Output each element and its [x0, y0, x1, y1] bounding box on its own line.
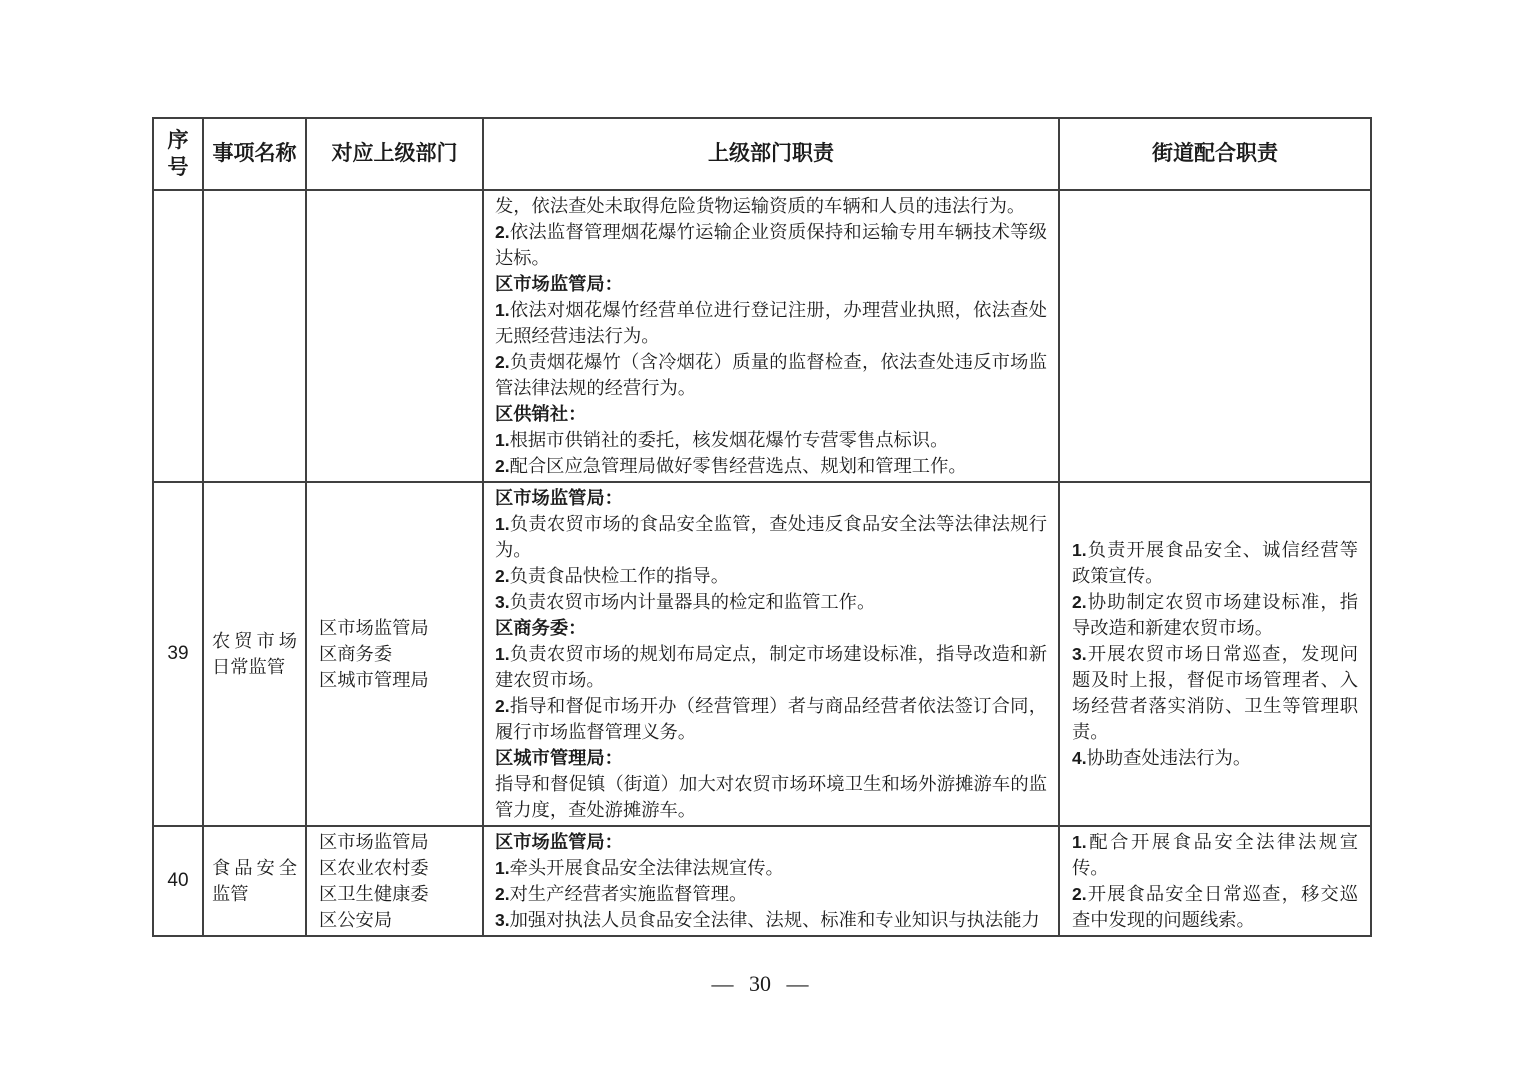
superior-duties-cell	[483, 482, 1059, 826]
duty-text: 3.负责农贸市场内计量器具的检定和监管工作。	[495, 592, 876, 612]
header-cell-street: 街道配合职责	[1059, 118, 1371, 190]
duty-heading: 区市场监管局：	[495, 274, 623, 294]
duty-text: 1.负责开展食品安全、诚信经营等政策宣传。	[1072, 540, 1358, 586]
department-line: 区卫生健康委	[319, 884, 429, 904]
row-number-cell: 39	[153, 482, 203, 826]
list-number: 1.	[495, 300, 510, 320]
list-number: 2.	[495, 222, 510, 242]
list-number: 3.	[495, 910, 510, 930]
list-number: 2.	[495, 456, 510, 476]
duty-heading: 区市场监管局：	[495, 488, 623, 508]
superior-duties-cell	[483, 190, 1059, 482]
table-header	[153, 118, 1371, 190]
department-line: 区市场监管局	[319, 832, 429, 852]
duty-text: 2.开展食品安全日常巡查，移交巡查中发现的问题线索。	[1072, 884, 1358, 930]
street-duties-cell	[1059, 826, 1371, 936]
duty-text: 1.牵头开展食品安全法律法规宣传。	[495, 858, 784, 878]
row-number-cell: 40	[153, 826, 203, 936]
street-duties-cell	[1059, 190, 1371, 482]
department-line: 区农业农村委	[319, 858, 429, 878]
duty-text: 3.加强对执法人员食品安全法律、法规、标准和专业知识与执法能力	[495, 910, 1040, 930]
page-number: — 30 —	[711, 971, 809, 996]
departments-cell	[306, 826, 483, 936]
duty-text: 1.配合开展食品安全法律法规宣传。	[1072, 832, 1358, 878]
table-row	[153, 826, 1371, 936]
list-number: 1.	[1072, 540, 1087, 560]
department-line: 区城市管理局	[319, 670, 429, 690]
row-number-cell	[153, 190, 203, 482]
list-number: 2.	[495, 696, 510, 716]
duty-text: 3.开展农贸市场日常巡查，发现问题及时上报，督促市场管理者、入场经营者落实消防、卫生等管理职责。	[1072, 644, 1358, 742]
duty-text: 1.负责农贸市场的食品安全监管，查处违反食品安全法等法律法规行为。	[495, 514, 1047, 560]
list-number: 1.	[1072, 832, 1087, 852]
departments-cell	[306, 482, 483, 826]
superior-duties-cell	[483, 826, 1059, 936]
duty-text: 2.配合区应急管理局做好零售经营选点、规划和管理工作。	[495, 456, 967, 476]
list-number: 4.	[1072, 748, 1087, 768]
duty-text: 2.对生产经营者实施监督管理。	[495, 884, 748, 904]
street-duties-cell	[1059, 482, 1371, 826]
duty-text: 2.负责烟花爆竹（含冷烟花）质量的监督检查，依法查处违反市场监管法律法规的经营行为。	[495, 352, 1047, 398]
duty-text: 4.协助查处违法行为。	[1072, 748, 1252, 768]
duty-heading: 区市场监管局：	[495, 832, 623, 852]
duty-heading: 区城市管理局：	[495, 748, 623, 768]
duty-heading: 区商务委：	[495, 618, 587, 638]
duty-text: 2.负责食品快检工作的指导。	[495, 566, 729, 586]
duty-text: 发，依法查处未取得危险货物运输资质的车辆和人员的违法行为。	[495, 196, 1026, 216]
header-cell-name: 事项名称	[203, 118, 306, 190]
list-number: 1.	[495, 514, 510, 534]
list-number: 1.	[495, 858, 510, 878]
table-row	[153, 190, 1371, 482]
table-row	[153, 482, 1371, 826]
list-number: 1.	[495, 644, 510, 664]
header-cell-no: 序号	[153, 118, 203, 190]
department-line: 区商务委	[319, 644, 393, 664]
list-number: 2.	[495, 566, 510, 586]
duty-text: 2.依法监督管理烟花爆竹运输企业资质保持和运输专用车辆技术等级达标。	[495, 222, 1047, 268]
department-line: 区公安局	[319, 910, 393, 930]
duty-text: 1.根据市供销社的委托，核发烟花爆竹专营零售点标识。	[495, 430, 949, 450]
header-cell-dept: 对应上级部门	[306, 118, 483, 190]
list-number: 1.	[495, 430, 510, 450]
duty-text: 1.依法对烟花爆竹经营单位进行登记注册，办理营业执照，依法查处无照经营违法行为。	[495, 300, 1047, 346]
duty-text: 1.负责农贸市场的规划布局定点，制定市场建设标准，指导改造和新建农贸市场。	[495, 644, 1047, 690]
item-name-cell	[203, 190, 306, 482]
item-name-cell: 食品安全监管	[203, 826, 306, 936]
list-number: 2.	[495, 884, 510, 904]
departments-cell	[306, 190, 483, 482]
duty-text: 指导和督促镇（街道）加大对农贸市场环境卫生和场外游摊游车的监管力度，查处游摊游车。	[495, 774, 1047, 820]
list-number: 2.	[1072, 884, 1087, 904]
duty-text: 2.协助制定农贸市场建设标准，指导改造和新建农贸市场。	[1072, 592, 1358, 638]
department-line: 区市场监管局	[319, 618, 429, 638]
list-number: 3.	[1072, 644, 1087, 664]
duty-text: 2.指导和督促市场开办（经营管理）者与商品经营者依法签订合同，履行市场监督管理义务。	[495, 696, 1047, 742]
header-cell-superior: 上级部门职责	[483, 118, 1059, 190]
list-number: 2.	[495, 352, 510, 372]
duty-heading: 区供销社：	[495, 404, 587, 424]
table-body	[153, 190, 1371, 936]
list-number: 3.	[495, 592, 510, 612]
responsibility-table	[152, 117, 1372, 937]
list-number: 2.	[1072, 592, 1087, 612]
item-name-cell: 农贸市场日常监管	[203, 482, 306, 826]
table-header-row	[153, 118, 1371, 190]
